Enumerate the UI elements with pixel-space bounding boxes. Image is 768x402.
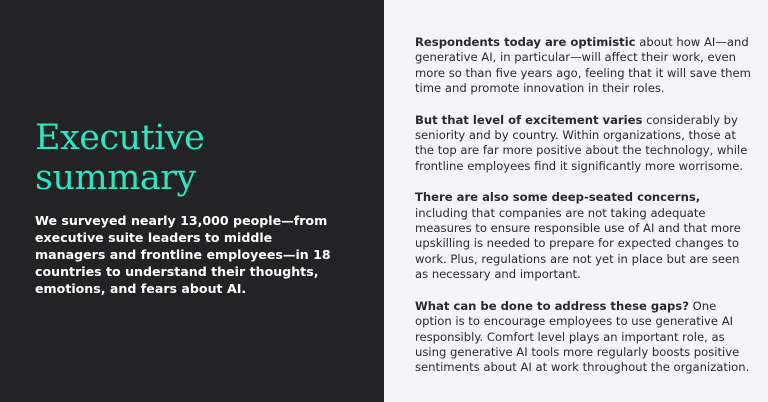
- paragraph-lead: There are also some deep-seated concerns,: [415, 190, 701, 205]
- summary-paragraphs: [415, 35, 755, 392]
- page-title: [35, 118, 204, 198]
- intro-text: We surveyed nearly 13,000 people—from executive suite leaders to middle managers and frontline employees—in 18 countries to understand their thoughts, emotions, and fears about AI.: [35, 213, 331, 296]
- paragraph-optimism: [415, 35, 755, 97]
- paragraph-gaps: [415, 299, 755, 376]
- paragraph-lead: Respondents today are optimistic: [415, 35, 636, 49]
- paragraph-lead: But that level of excitement varies: [415, 112, 643, 127]
- title-line-2: summary: [35, 158, 196, 198]
- paragraph-body: considerably by seniority and by country. Within organizations, those at the top are far more positive about the technology, while frontline employees find it significantly more worrisome.: [415, 112, 748, 173]
- title-line-1: Executive: [35, 118, 205, 158]
- paragraph-body: including that companies are not taking adequate measures to ensure responsible use of AI and that more upskilling is needed to prepare for expected changes to work. Plus, regulations are not yet in place but are seen as necessary and important.: [415, 205, 741, 282]
- paragraph-lead: What can be done to address these gaps?: [415, 298, 689, 313]
- paragraph-concerns: [415, 190, 755, 282]
- paragraph-body: about how AI—and generative AI, in particular—will affect their work, even more so than five years ago, feeling that it will save them time and promote innovation in their roles.: [415, 35, 751, 96]
- paragraph-body: One option is to encourage employees to use generative AI responsibly. Comfort level plays an important role, as using generative AI tools more regularly boosts positive sentiments about AI at work throughout the organization.: [415, 298, 750, 375]
- paragraph-excitement: [415, 113, 755, 175]
